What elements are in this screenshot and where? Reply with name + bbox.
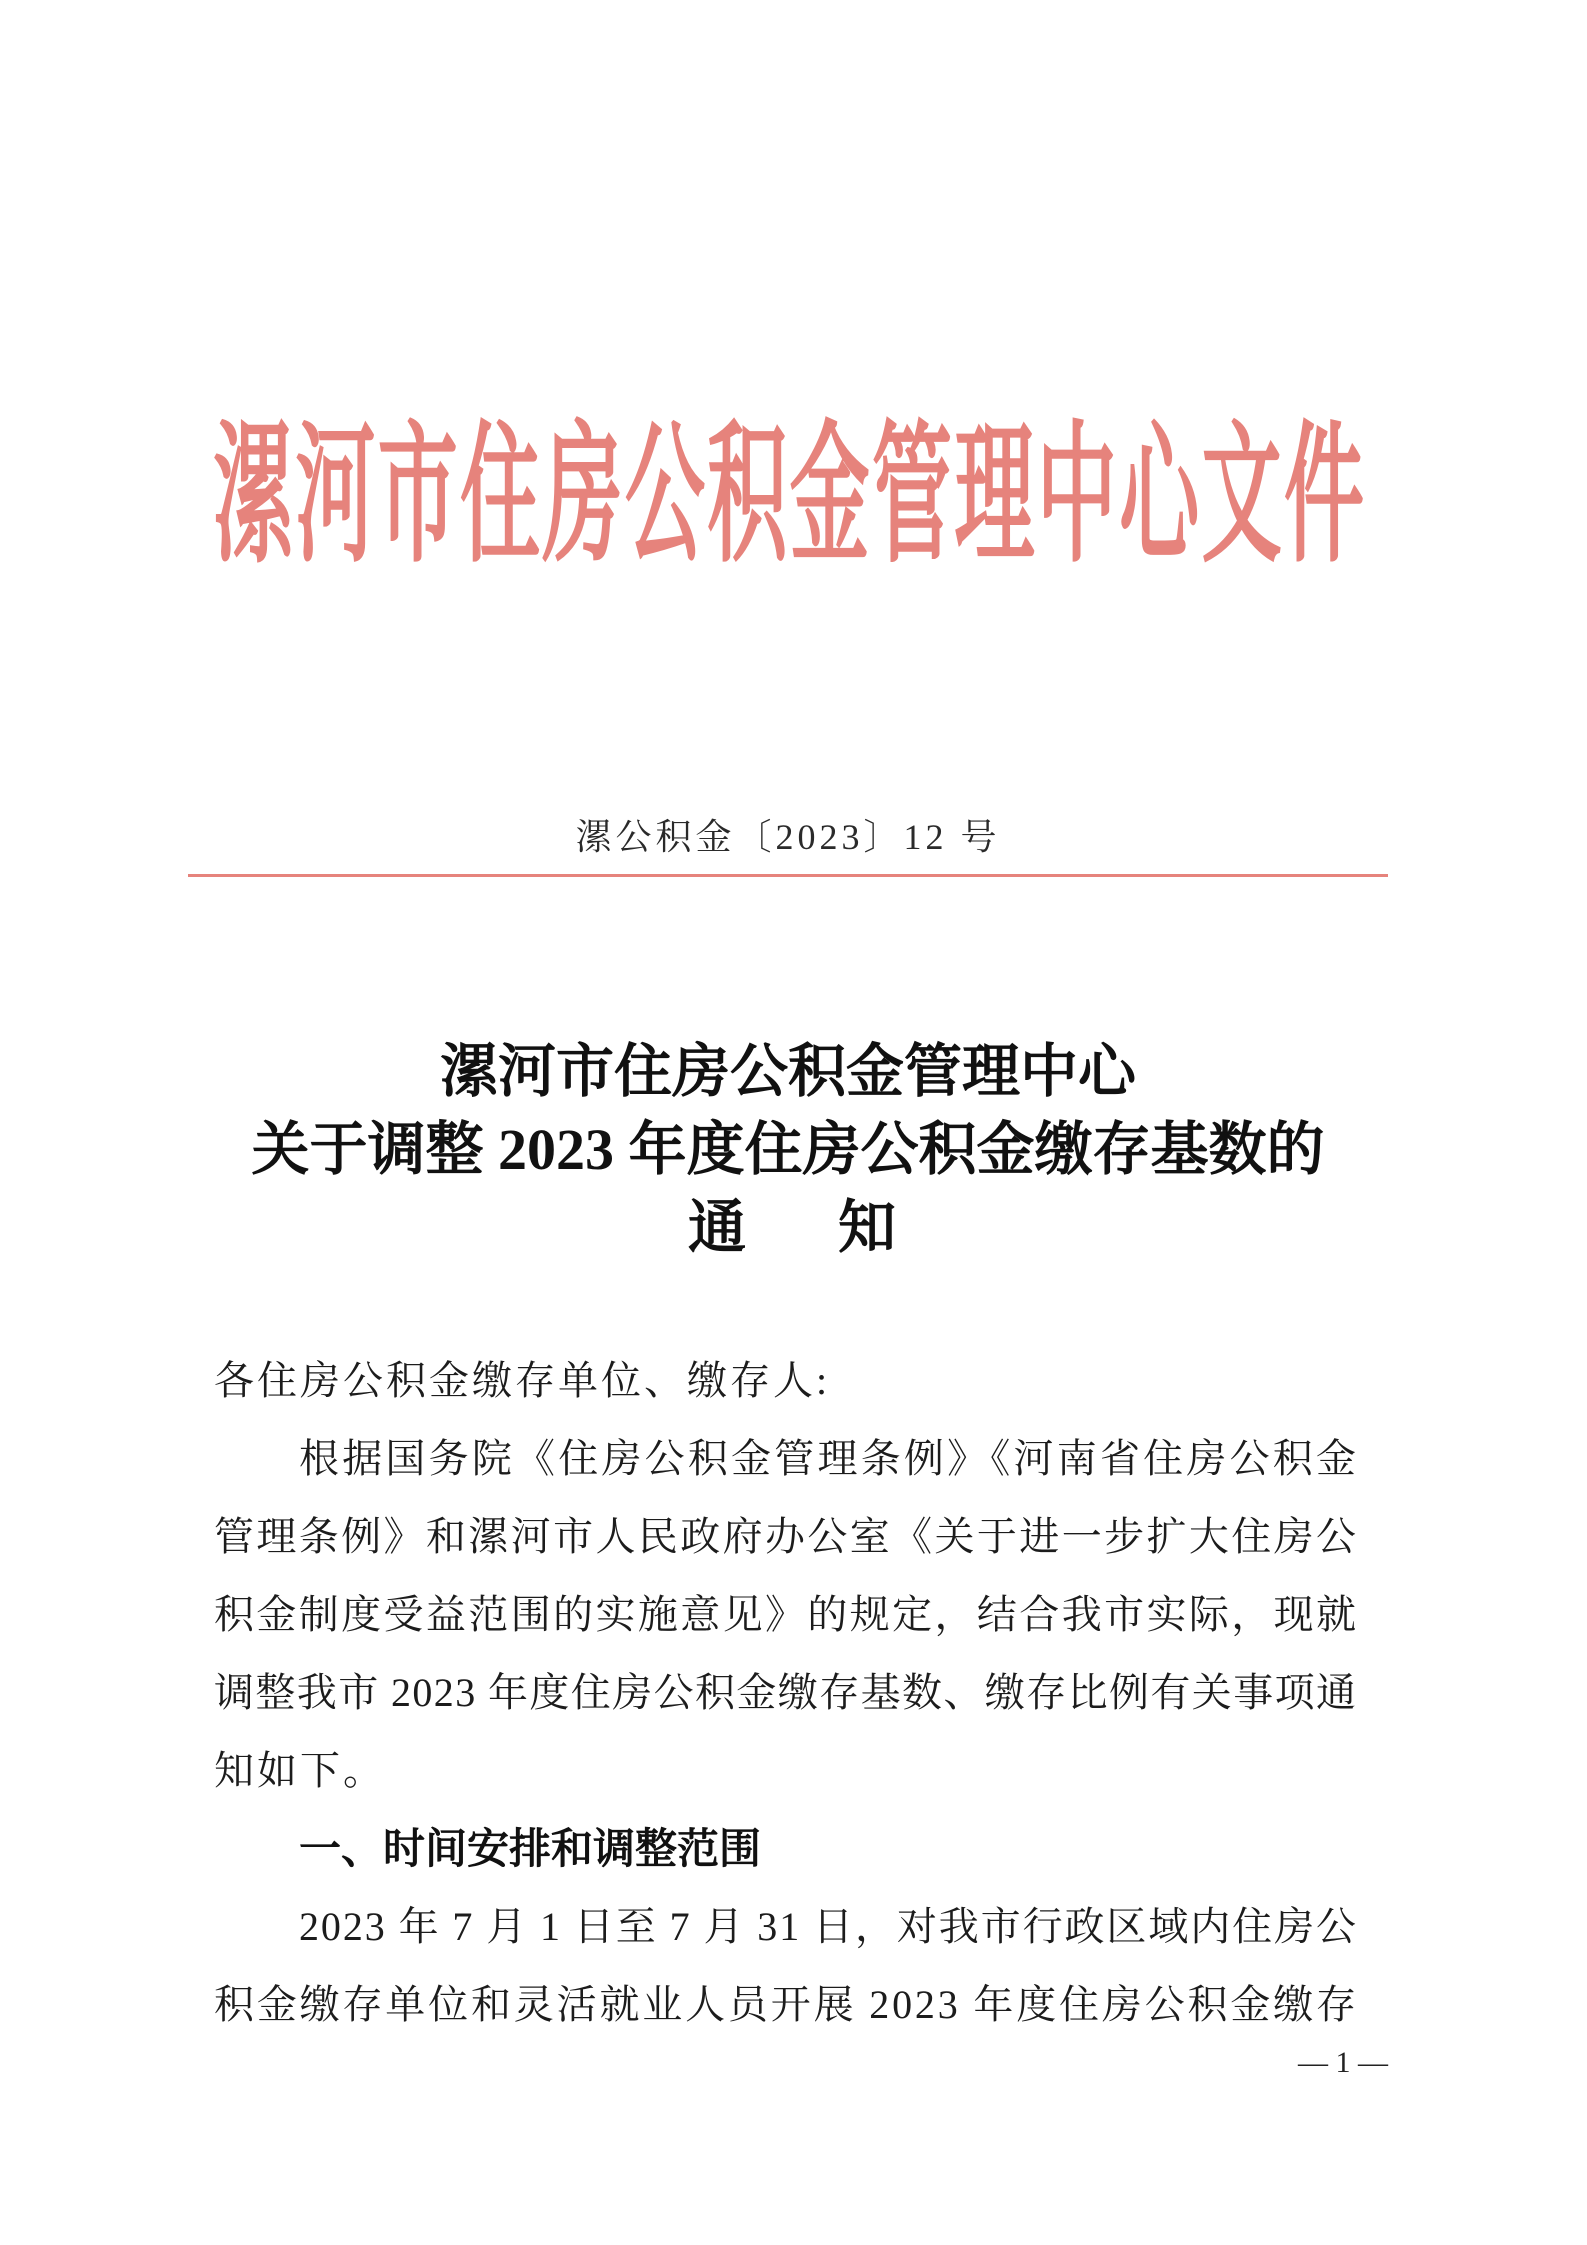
salutation: 各住房公积金缴存单位、缴存人: (214, 1358, 831, 1403)
paragraph-line: 积金缴存单位和灵活就业人员开展 2023 年度住房公积金缴存 (214, 1982, 1359, 2027)
document-number: 漯公积金〔2023〕12 号 (575, 817, 1001, 857)
notice-title (188, 1033, 1388, 1267)
red-divider-line (188, 874, 1388, 877)
paragraph-line: 知如下。 (214, 1748, 386, 1793)
paragraph-line: 2023 年 7 月 1 日至 7 月 31 日，对我市行政区域内住房公 (299, 1904, 1358, 1949)
title-line: 通 知 (687, 1195, 888, 1260)
issuer-red-header: 漯河市住房公积金管理中心文件 (213, 414, 1367, 582)
title-line: 漯河市住房公积金管理中心 (439, 1039, 1136, 1104)
title-line: 关于调整 2023 年度住房公积金缴存基数的 (251, 1117, 1325, 1182)
paragraph-line: 调整我市 2023 年度住房公积金缴存基数、缴存比例有关事项通 (214, 1670, 1358, 1715)
paragraph-line: 根据国务院《住房公积金管理条例》《河南省住房公积金 (299, 1436, 1360, 1481)
paragraph-line: 管理条例》和漯河市人民政府办公室《关于进一步扩大住房公 (214, 1514, 1359, 1559)
page-number: — 1 — (1298, 2046, 1388, 2079)
notice-body (214, 1342, 1360, 2044)
paragraph-line: 积金制度受益范围的实施意见》的规定，结合我市实际，现就 (214, 1592, 1359, 1637)
section-heading: 一、时间安排和调整范围 (299, 1825, 762, 1872)
